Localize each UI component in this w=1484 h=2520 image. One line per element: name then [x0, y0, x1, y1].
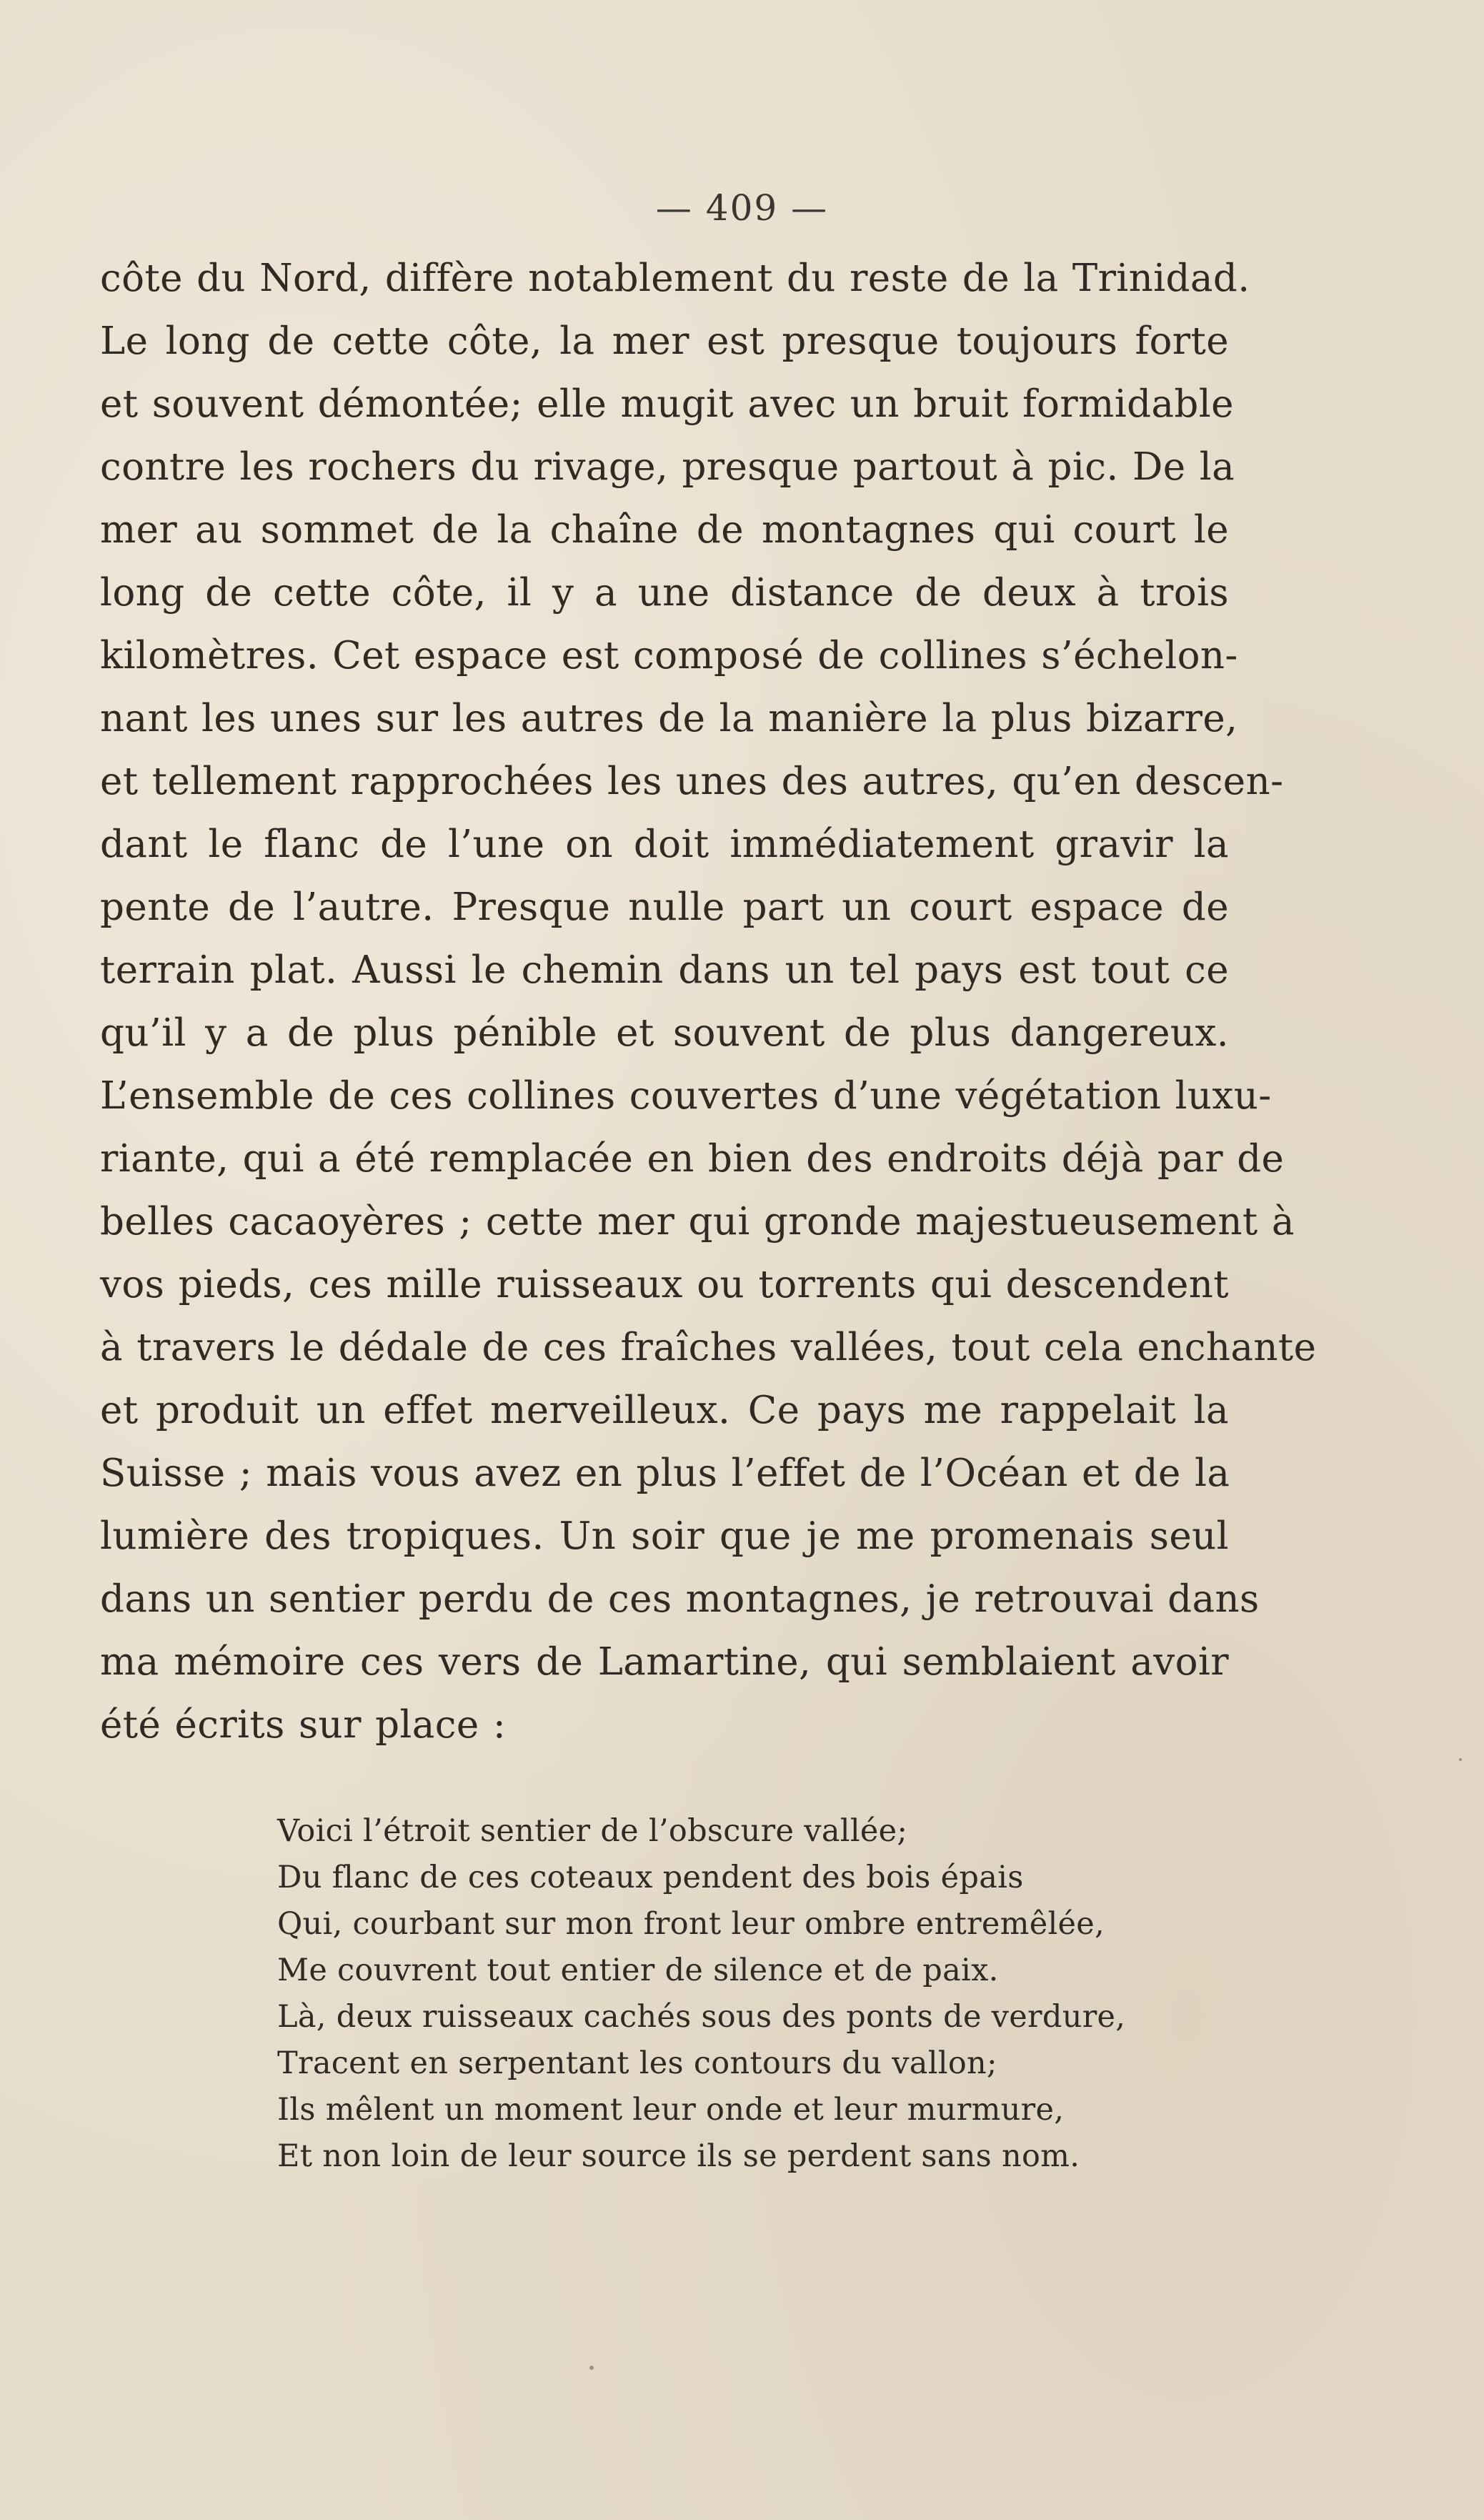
prose-line: nant les unes sur les autres de la manière la plus bizarre,	[100, 697, 1238, 740]
prose-line: long de cette côte, il y a une distance de deux à trois	[100, 571, 1229, 615]
prose-line: et tellement rapprochées les unes des autres, qu’en descen-	[100, 760, 1284, 803]
verse-line: Du flanc de ces coteaux pendent des bois épais	[277, 1860, 1024, 1895]
verse-line: Là, deux ruisseaux cachés sous des ponts de verdure,	[277, 1999, 1126, 2035]
prose-line: et souvent démontée; elle mugit avec un bruit formidable	[100, 382, 1234, 426]
prose-line: belles cacaoyères ; cette mer qui gronde majestueusement à	[100, 1200, 1295, 1244]
prose-line: Le long de cette côte, la mer est presque toujours forte	[100, 319, 1229, 363]
prose-line: qu’il y a de plus pénible et souvent de plus dangereux.	[100, 1011, 1229, 1055]
page-number: — 409 —	[655, 187, 829, 229]
verse-line: Qui, courbant sur mon front leur ombre entremêlée,	[277, 1906, 1105, 1942]
prose-line: contre les rochers du rivage, presque partout à pic. De la	[100, 445, 1235, 489]
prose-line: kilomètres. Cet espace est composé de collines s’échelon-	[100, 634, 1238, 678]
prose-line: été écrits sur place :	[100, 1703, 507, 1747]
paper-speck	[1459, 1758, 1462, 1761]
verse-line: Tracent en serpentant les contours du vallon;	[277, 2045, 997, 2081]
prose-line: à travers le dédale de ces fraîches vallées, tout cela enchante	[100, 1326, 1317, 1369]
verse-line: Ils mêlent un moment leur onde et leur murmure,	[277, 2092, 1065, 2128]
prose-line: et produit un effet merveilleux. Ce pays me rappelait la	[100, 1389, 1229, 1432]
prose-line: dant le flanc de l’une on doit immédiatement gravir la	[100, 823, 1229, 866]
prose-line: mer au sommet de la chaîne de montagnes qui court le	[100, 508, 1229, 552]
prose-line: ma mémoire ces vers de Lamartine, qui semblaient avoir	[100, 1640, 1229, 1684]
paper-speck	[589, 2366, 594, 2370]
prose-line: lumière des tropiques. Un soir que je me promenais seul	[100, 1514, 1229, 1558]
prose-paragraph	[100, 247, 1317, 1757]
prose-line: côte du Nord, diffère notablement du reste de la Trinidad.	[100, 257, 1250, 300]
prose-line: L’ensemble de ces collines couvertes d’une végétation luxu-	[100, 1074, 1272, 1118]
prose-line: vos pieds, ces mille ruisseaux ou torrents qui descendent	[100, 1263, 1229, 1306]
prose-line: terrain plat. Aussi le chemin dans un tel pays est tout ce	[100, 948, 1229, 992]
verse-line: Voici l’étroit sentier de l’obscure vallée;	[277, 1813, 908, 1849]
prose-line: Suisse ; mais vous avez en plus l’effet de l’Océan et de la	[100, 1452, 1230, 1495]
verse-line: Et non loin de leur source ils se perdent sans nom.	[277, 2138, 1080, 2174]
prose-line: dans un sentier perdu de ces montagnes, je retrouvai dans	[100, 1577, 1260, 1621]
verse-line: Me couvrent tout entier de silence et de paix.	[277, 1953, 999, 1988]
prose-line: riante, qui a été remplacée en bien des endroits déjà par de	[100, 1137, 1285, 1181]
prose-line: pente de l’autre. Presque nulle part un court espace de	[100, 886, 1229, 929]
verse-quotation	[277, 1808, 1206, 2180]
